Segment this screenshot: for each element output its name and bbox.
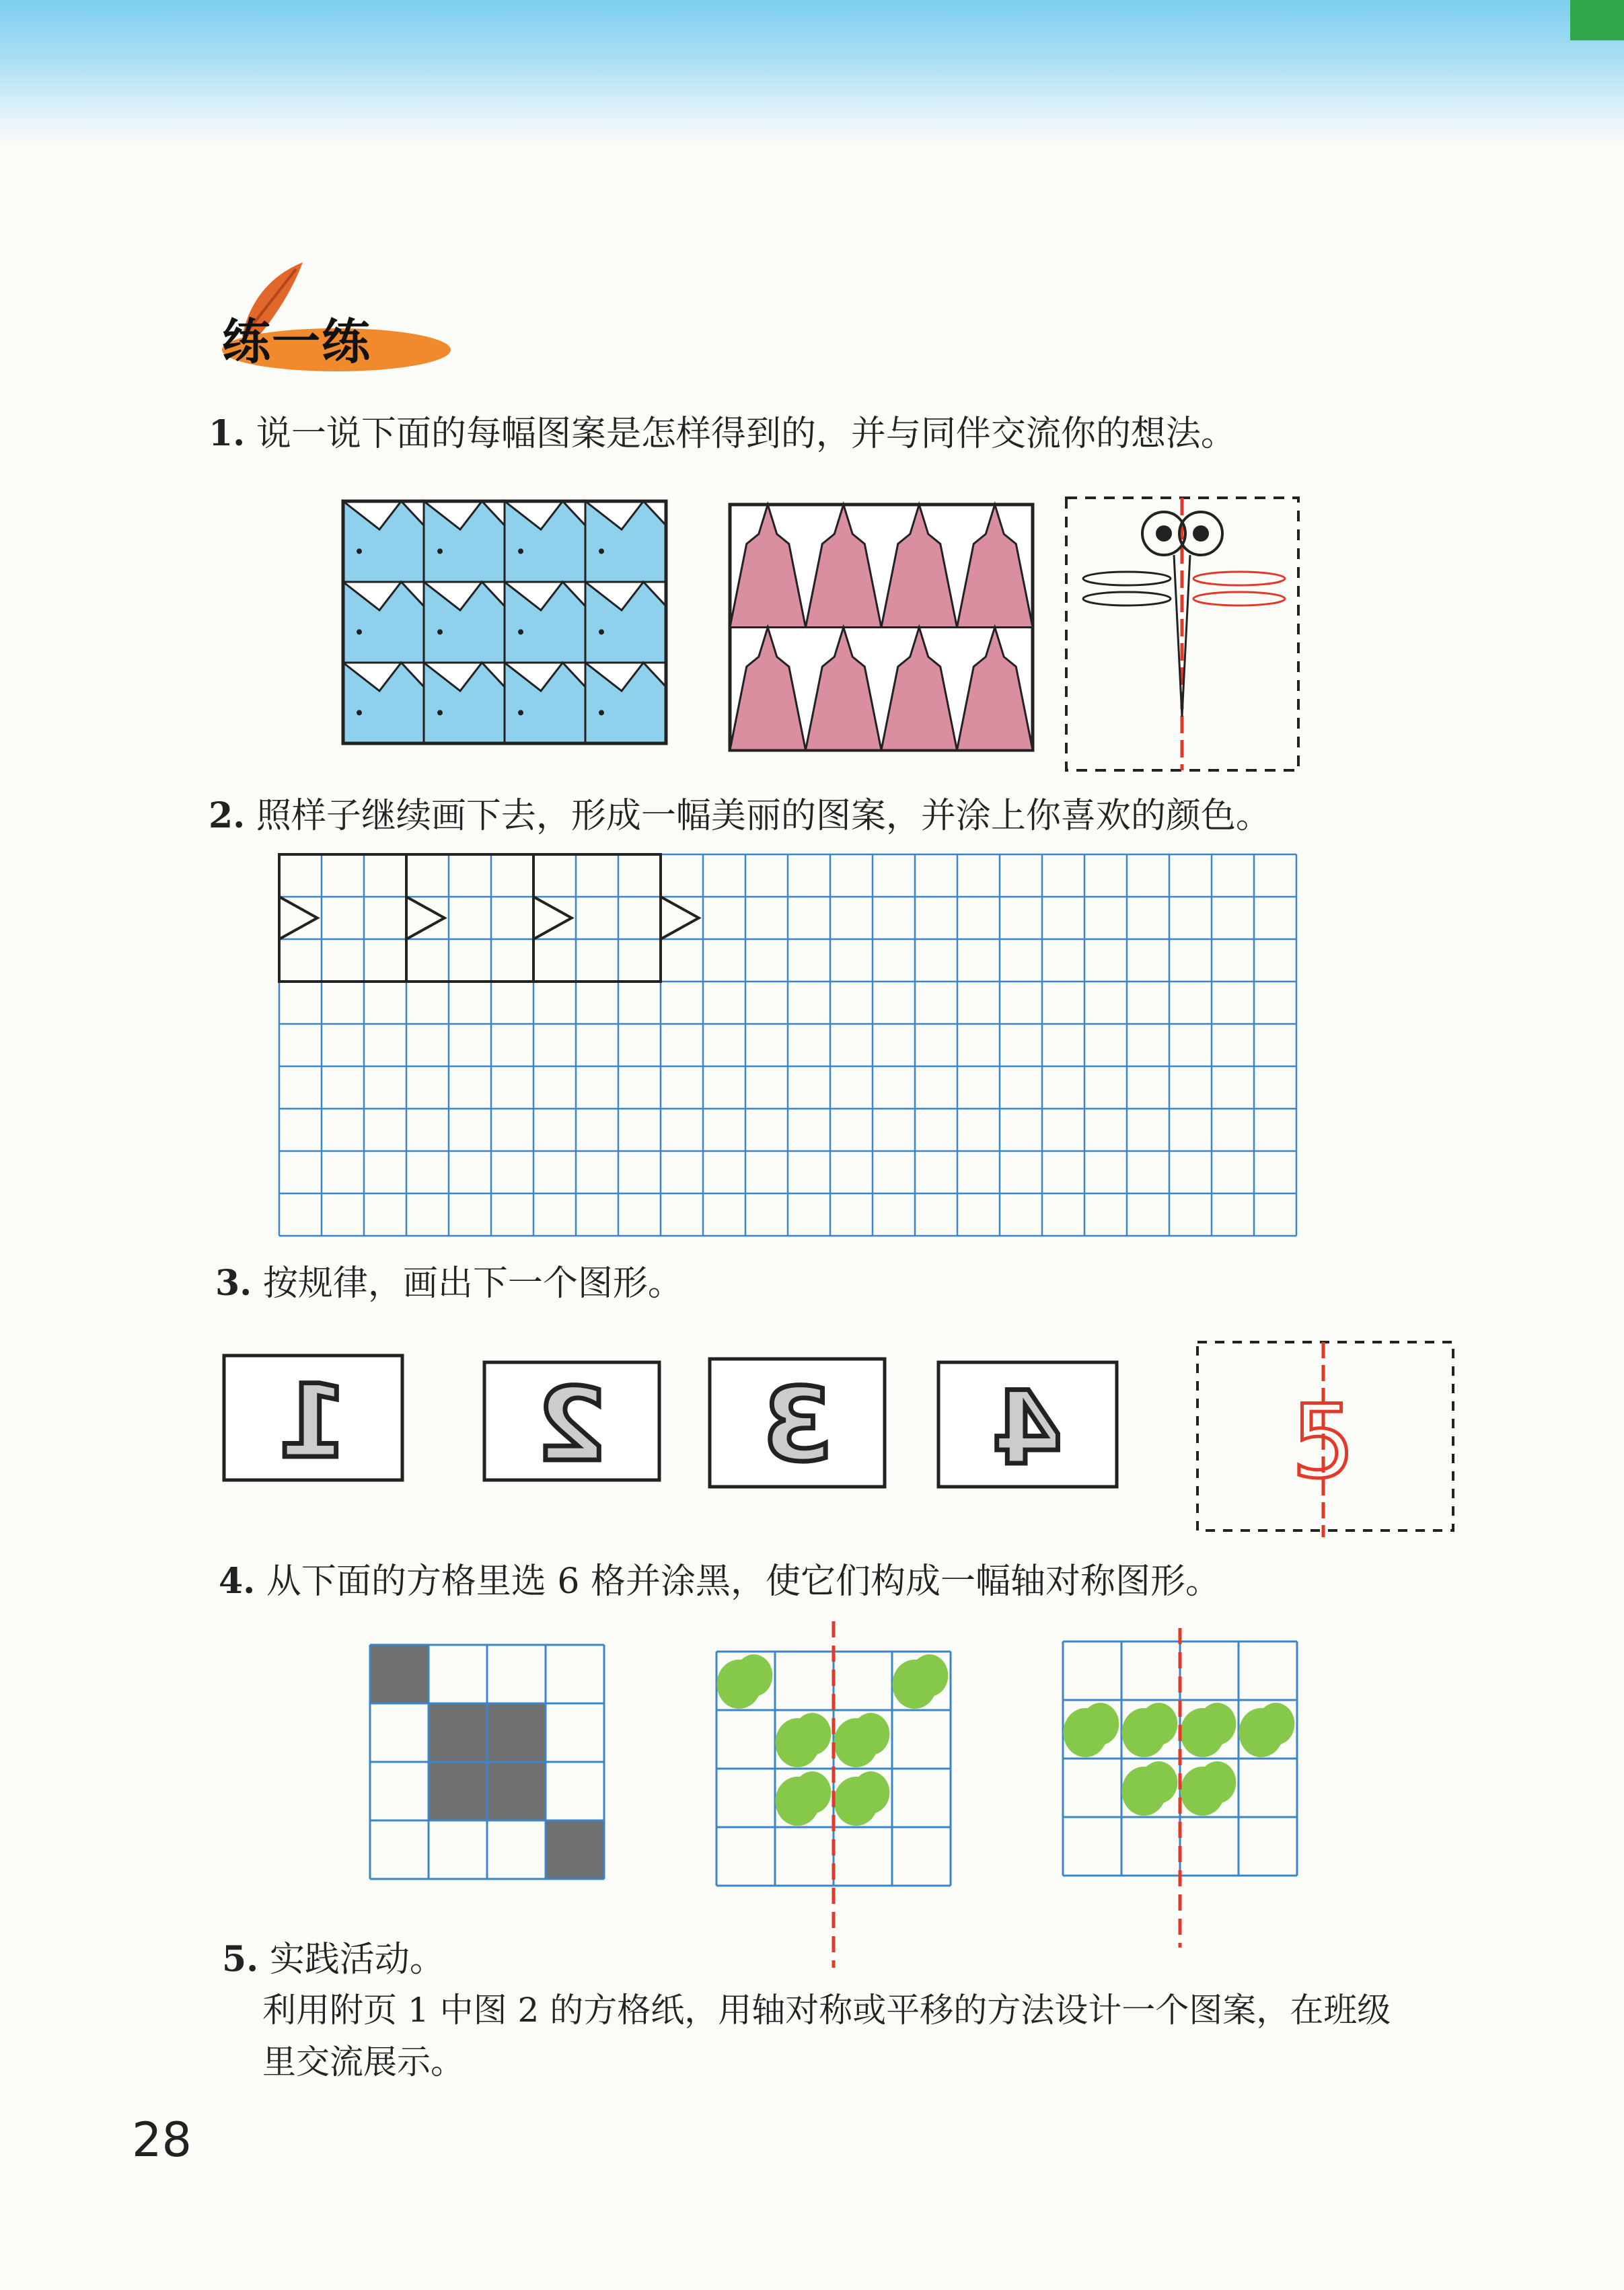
- arrow-sample: [533, 897, 572, 939]
- arrow-sample: [279, 897, 318, 939]
- shaded-cell: [487, 1703, 546, 1762]
- question-4-text: 从下面的方格里选 6 格并涂黑，使它们构成一幅轴对称图形。: [266, 1561, 1220, 1602]
- sequence-answer-box[interactable]: [1194, 1339, 1460, 1541]
- sequence-glyph-3: 3: [762, 1367, 833, 1484]
- sequence-answer-glyph: 5: [1291, 1384, 1356, 1501]
- green-mark: [794, 1713, 832, 1755]
- question-5-line-2: 里交流展示。: [262, 2042, 464, 2081]
- green-mark: [735, 1654, 773, 1697]
- question-2: [209, 787, 1271, 838]
- green-mark: [1140, 1761, 1178, 1804]
- green-mark: [1199, 1703, 1237, 1745]
- fish-eye: [599, 548, 604, 554]
- shaded-cell: [546, 1820, 604, 1879]
- sequence-figures: [222, 1345, 1137, 1500]
- triangle-tessellation-figure: [727, 501, 1036, 757]
- sequence-glyph-2: 2: [536, 1367, 607, 1484]
- green-mark: [794, 1771, 832, 1814]
- question-3-text: 按规律，画出下一个图形。: [262, 1263, 683, 1304]
- green-mark: [852, 1713, 890, 1755]
- sequence-glyph-4: 4: [992, 1370, 1063, 1487]
- section-header: [202, 262, 457, 377]
- fish-eye: [357, 629, 362, 634]
- green-mark: [1199, 1761, 1237, 1804]
- green-mark: [1257, 1703, 1295, 1745]
- fish-eye: [599, 629, 604, 634]
- question-4-number: 4.: [219, 1561, 256, 1602]
- question-5-text: 实践活动。: [269, 1940, 445, 1980]
- fish-eye: [357, 548, 362, 554]
- green-mark: [911, 1654, 949, 1697]
- fish-eye: [437, 629, 443, 634]
- green-mark: [852, 1771, 890, 1814]
- pattern-grid[interactable]: [276, 851, 1319, 1238]
- question-1-number: 1.: [209, 413, 246, 454]
- symmetry-grid-answer-1[interactable]: [713, 1621, 955, 1971]
- question-5: [222, 1931, 445, 1981]
- shaded-cell: [429, 1703, 487, 1762]
- arrow-sample: [406, 897, 445, 939]
- top-banner-green-corner: [1570, 0, 1624, 40]
- question-3-number: 3.: [215, 1263, 252, 1304]
- fish-eye: [357, 710, 362, 715]
- shaded-cell: [487, 1762, 546, 1820]
- question-5-number: 5.: [222, 1939, 259, 1980]
- fish-eye: [518, 629, 523, 634]
- section-title: 练一练: [222, 313, 372, 370]
- question-2-number: 2.: [209, 795, 246, 836]
- fish-eye: [518, 710, 523, 715]
- sequence-glyph-1: 1: [277, 1364, 348, 1481]
- question-2-text: 照样子继续画下去，形成一幅美丽的图案，并涂上你喜欢的颜色。: [256, 796, 1271, 836]
- sample-block: [533, 854, 661, 982]
- sample-block: [279, 854, 406, 982]
- symmetry-grid-example: [367, 1641, 609, 1884]
- top-banner: [0, 0, 1624, 148]
- question-5-line-1: 利用附页 1 中图 2 的方格纸，用轴对称或平移的方法设计一个图案，在班级: [262, 1991, 1391, 2030]
- sample-block: [406, 854, 533, 982]
- fish-eye: [518, 548, 523, 554]
- fish-eye: [599, 710, 604, 715]
- fish-eye: [437, 710, 443, 715]
- page-number: 28: [132, 2112, 192, 2168]
- question-1: [209, 405, 1236, 455]
- question-1-text: 说一说下面的每幅图案是怎样得到的，并与同伴交流你的想法。: [256, 414, 1236, 454]
- question-3: [215, 1255, 683, 1305]
- arrow-sample: [661, 897, 699, 939]
- symmetry-grid-answer-2[interactable]: [1060, 1628, 1302, 1951]
- dragonfly-half-figure: [1063, 494, 1305, 777]
- question-4: [219, 1553, 1220, 1603]
- green-mark: [1140, 1703, 1178, 1745]
- shaded-cell: [429, 1762, 487, 1820]
- fish-tessellation-figure: [340, 498, 669, 753]
- fish-eye: [437, 548, 443, 554]
- shaded-cell: [370, 1645, 429, 1703]
- green-mark: [1082, 1703, 1119, 1745]
